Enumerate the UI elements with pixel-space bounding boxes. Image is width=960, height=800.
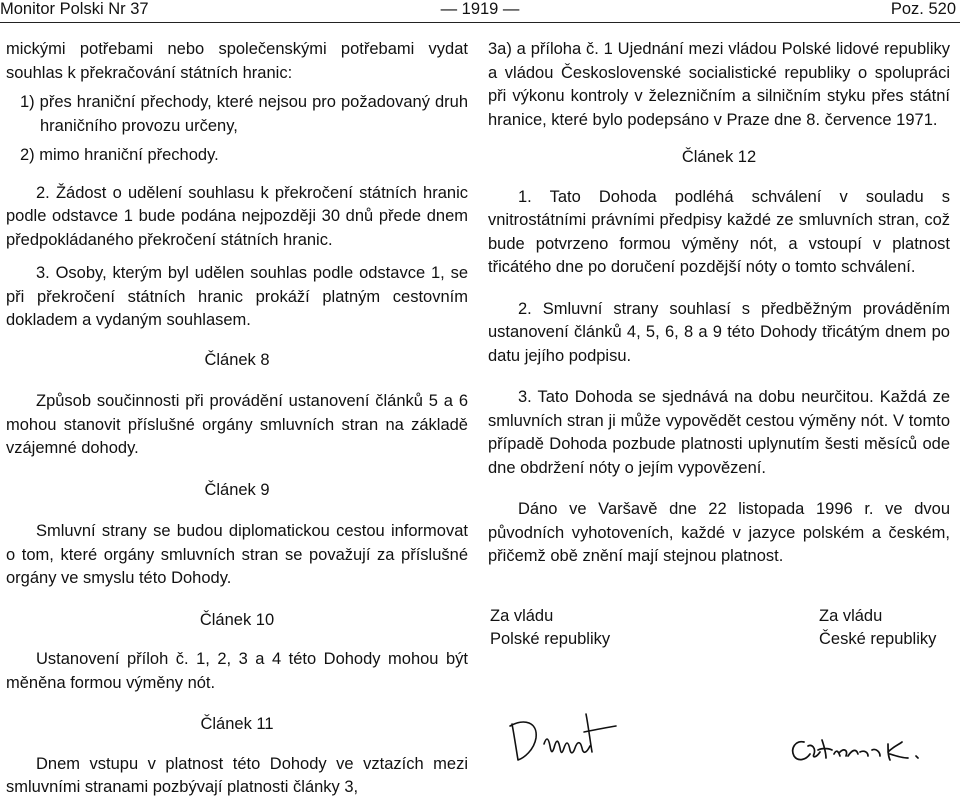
signature-poland bbox=[504, 704, 634, 766]
position-number: Poz. 520 bbox=[890, 0, 956, 18]
article-12-paragraph-3: 3. Tato Dohoda se sjednává na dobu neurčitou. Každá ze smluvních stran ji může vypovědět cestou výměny nót. V tomto případě Dohoda pozbude platnosti uplynutím šesti měsíců ode dne obdržení nóty o jejím vypovězení. bbox=[488, 388, 950, 477]
page-number: — 1919 — bbox=[440, 0, 520, 18]
article-11-title: Článek 11 bbox=[200, 715, 274, 733]
header-rule bbox=[0, 22, 960, 23]
signatory-poland bbox=[490, 605, 610, 652]
article-12-paragraph-1: 1. Tato Dohoda podléhá schválení v souladu s vnitrostátními právními předpisy každé ze smluvních stran, což bude potvrzeno formou výměny nót, a vstoupí v platnost třicátého dne po doručení pozdější nóty o tomto schválení. bbox=[488, 187, 950, 276]
done-at-text: Dáno ve Varšavě dne 22 listopada 1996 r. ve dvou původních vyhotoveních, každé v jazyce polském a českém, přičemž obě znění mají stejnou platnost. bbox=[488, 500, 950, 565]
right-column bbox=[488, 38, 950, 665]
article-9-title: Článek 9 bbox=[204, 480, 270, 499]
article-11-text: Dnem vstupu v platnost této Dohody ve vztazích mezi smluvními stranami pozbývají platnosti články 3, bbox=[6, 754, 468, 796]
signatures bbox=[488, 700, 958, 767]
journal-title: Monitor Polski Nr 37 bbox=[0, 0, 149, 18]
article-12-title: Článek 12 bbox=[681, 148, 757, 166]
signatory-czech bbox=[819, 605, 936, 652]
signatory-czech-line2: České republiky bbox=[819, 630, 937, 648]
signature-czech bbox=[788, 728, 958, 766]
article-8-title: Článek 8 bbox=[204, 350, 270, 369]
article-12-paragraph-2: 2. Smluvní strany souhlasí s předběžným prováděním ustanovení článků 4, 5, 6, 8 a 9 této Dohody třicátým dnem po datu jejího podpisu. bbox=[488, 299, 950, 365]
signatory-czech-line1: Za vládu bbox=[819, 606, 883, 625]
article-8-text: Způsob součinnosti při provádění ustanovení článků 5 a 6 mohou stanovit příslušné orgány smluvních stran na základě vzájemné dohody. bbox=[6, 392, 468, 457]
signatory-labels bbox=[488, 605, 950, 665]
list-item-1: 1) přes hraniční přechody, které nejsou pro požadovaný druh hraničního provozu určeny, bbox=[20, 93, 468, 135]
left-column bbox=[6, 38, 468, 800]
page-header bbox=[0, 0, 960, 18]
article-10-text: Ustanovení příloh č. 1, 2, 3 a 4 této Dohody mohou být měněna formou výměny nót. bbox=[6, 650, 468, 692]
signatory-poland-line2: Polské republiky bbox=[490, 630, 611, 648]
continuation-text: 3a) a příloha č. 1 Ujednání mezi vládou Polské lidové republiky a vládou Československé socialistické republiky o spolupráci při výkonu kontroly v železničním a silničním styku přes státní hranice, které bylo podepsáno v Praze dne 8. července 1971. bbox=[488, 40, 950, 129]
paragraph-3: 3. Osoby, kterým byl udělen souhlas podle odstavce 1, se při překročení státních hranic prokáží platným cestovním dokladem a vydaným souhlasem. bbox=[6, 264, 468, 329]
signatory-poland-line1: Za vládu bbox=[490, 606, 554, 625]
intro-text: mickými potřebami nebo společenskými potřebami vydat souhlas k překračování státních hranic: bbox=[6, 40, 468, 82]
article-10-title: Článek 10 bbox=[199, 610, 275, 629]
article-9-text: Smluvní strany se budou diplomatickou cestou informovat o tom, které orgány smluvních stran se považují za příslušné orgány ve smyslu této Dohody. bbox=[6, 522, 468, 587]
list-item-2: 2) mimo hraniční přechody. bbox=[20, 146, 219, 164]
paragraph-2: 2. Žádost o udělení souhlasu k překročení státních hranic podle odstavce 1 bude podána nejpozději 30 dnů přede dnem předpokládaného překročení státních hranic. bbox=[6, 183, 468, 249]
